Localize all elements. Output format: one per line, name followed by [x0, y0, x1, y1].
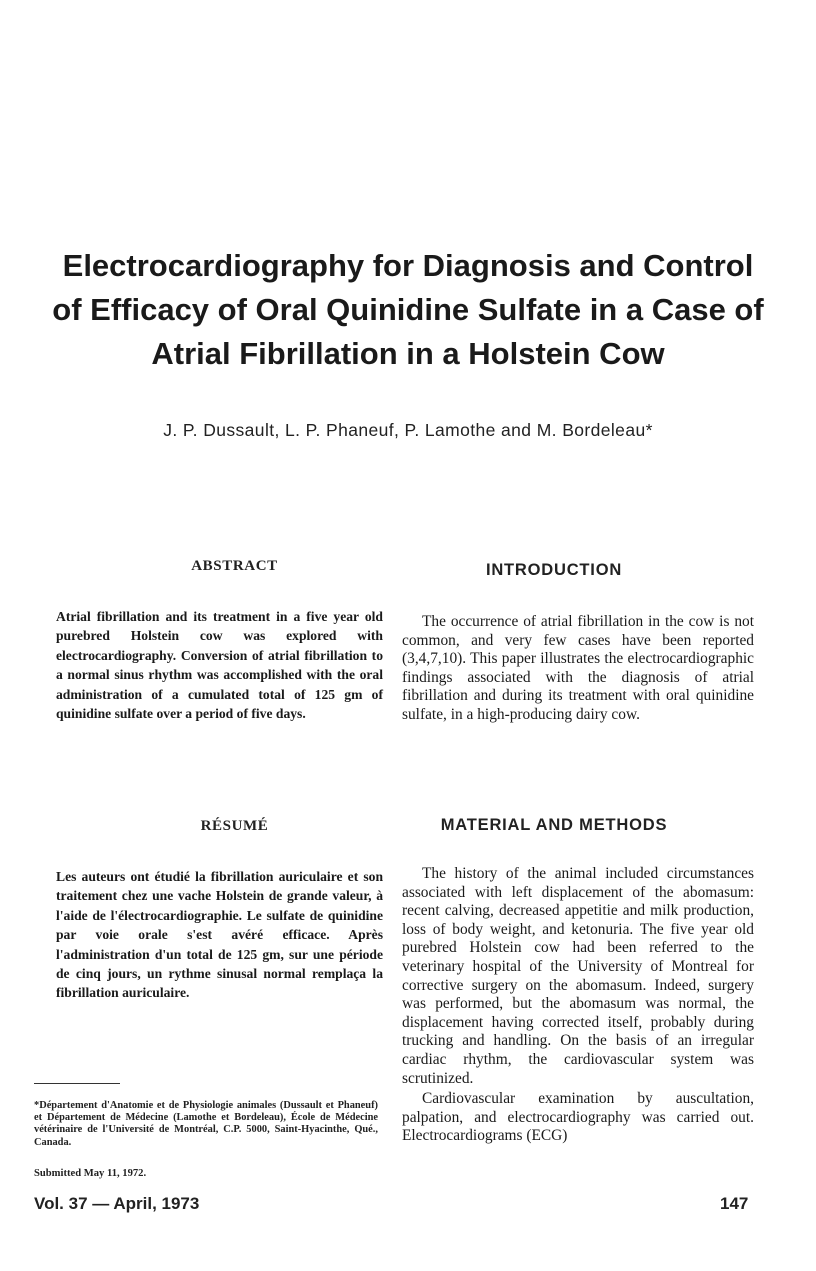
resume-heading: RÉSUMÉ [200, 818, 269, 834]
introduction-heading: INTRODUCTION [485, 561, 623, 579]
abstract-text: Atrial fibrillation and its treatment in a five year old purebred Holstein cow was explored with electrocardiography. Conversion of atrial fibrillation to a normal sinus rhythm was accomplished with the oral administration of a cumulated total of 125 gm of quinidine sulfate over a period of five days. [56, 609, 383, 722]
submission-date: Submitted May 11, 1972. [34, 1168, 147, 1179]
volume-date: Vol. 37 — April, 1973 [34, 1194, 200, 1213]
article-title [30, 244, 786, 376]
title-line-1: Electrocardiography for Diagnosis and Control [62, 248, 754, 283]
affiliation-footnote: *Département d'Anatomie et de Physiologie animales (Dussault et Phaneuf) et Département de Médecine (Lamothe et Bordeleau), École de Médecine vétérinaire de l'Université de Montréal, C.P. 5000, Saint-Hyacinthe, Qué., Canada. [34, 1100, 378, 1148]
title-line-2: of Efficacy of Oral Quinidine Sulfate in a Case of [52, 292, 764, 327]
introduction-section [402, 561, 754, 725]
methods-paragraph-2: Cardiovascular examination by auscultation, palpation, and electrocardiography was carried out. Electrocardiograms (ECG) [402, 1090, 754, 1145]
introduction-text: The occurrence of atrial fibrillation in the cow is not common, and very few cases have been reported (3,4,7,10). This paper illustrates the electrocardiographic findings associated with the diagnosis of atrial fibrillation and during its treatment with oral quinidine sulfate, in a high-producing dairy cow. [402, 613, 754, 723]
methods-section [402, 816, 754, 1146]
resume-text: Les auteurs ont étudié la fibrillation auriculaire et son traitement chez une vache Holstein de grande valeur, à l'aide de l'électrocardiographie. Le sulfate de quinidine par voie orale s'est avéré efficace. Après l'administration d'un total de 125 gm, sur une période de cinq jours, un rythme sinusal normal remplaça la fibrillation auriculaire. [56, 869, 383, 1001]
abstract-heading: ABSTRACT [191, 558, 278, 574]
footnote-rule [34, 1083, 120, 1084]
methods-heading: MATERIAL AND METHODS [440, 816, 668, 834]
abstract-section [56, 558, 383, 723]
title-line-3: Atrial Fibrillation in a Holstein Cow [151, 336, 665, 371]
resume-section [56, 818, 383, 1003]
page-number: 147 [720, 1194, 749, 1213]
methods-paragraph-1: The history of the animal included circumstances associated with left displacement of the abomasum: recent calving, decreased appetitie and milk production, loss of body weight, and ketonuria. The five year old purebred Holstein cow had been referred to the veterinary hospital of the University of Montreal for corrective surgery on the abomasum. Indeed, surgery was performed, but the abomasum was normal, the displacement having corrected itself, probably during trucking and handling. On the basis of an irregular cardiac rhythm, the cardiovascular system was scrutinized. [402, 865, 754, 1087]
author-line: J. P. Dussault, L. P. Phaneuf, P. Lamothe and M. Bordeleau* [163, 420, 653, 440]
